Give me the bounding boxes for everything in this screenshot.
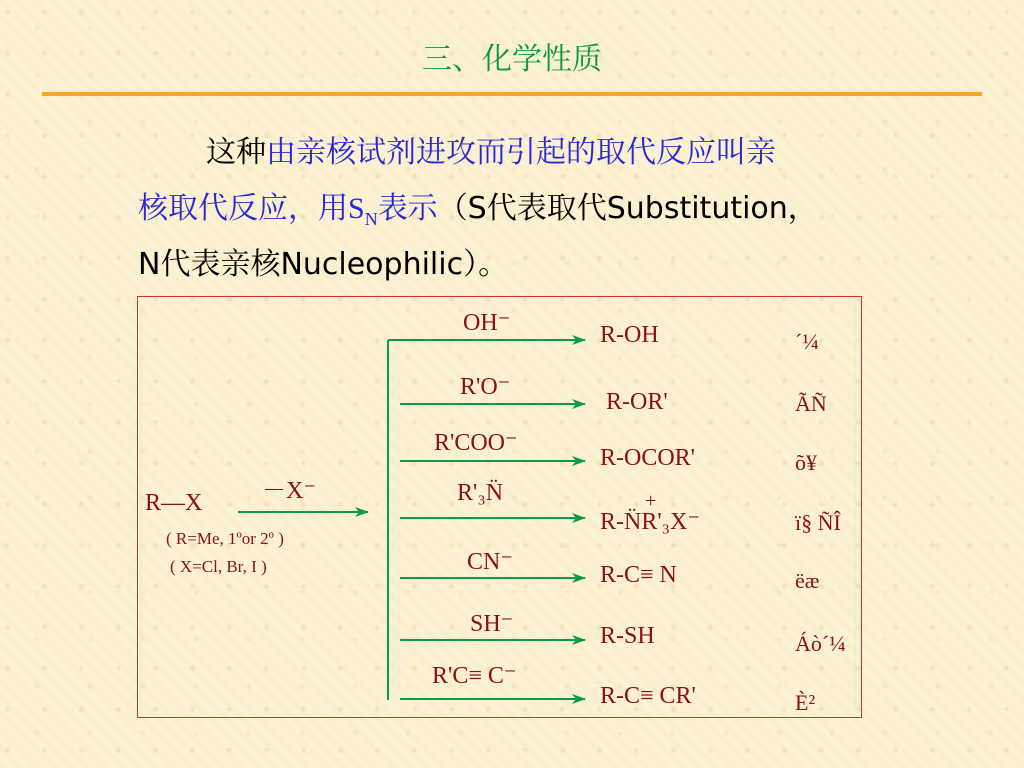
product-ammonium: R-N̈R'₃X⁻ [600, 509, 701, 535]
condition-x: ( X=Cl, Br, I ) [170, 557, 267, 576]
sn-symbol: S [348, 192, 365, 225]
reagent-alkoxide: R'O⁻ [460, 374, 511, 400]
reagent-cyanide: CN⁻ [467, 549, 514, 575]
definition-text: 由亲核试剂进攻而引起的取代反应叫亲 [266, 135, 776, 170]
product-thiol: R-SH [600, 623, 655, 649]
product-nitrile: R-C≡ N [600, 562, 677, 588]
note-ester: õ¥ [795, 450, 817, 475]
substitution-explain: （S代表取代Substitution， [437, 191, 818, 226]
substrate-label: R—X [145, 490, 203, 516]
reagent-carboxylate: R'COO⁻ [434, 430, 518, 456]
note-alcohol: ´¼ [795, 329, 819, 354]
reagent-oh: OH⁻ [463, 310, 511, 336]
reagent-hydrosulfide: SH⁻ [470, 611, 514, 637]
note-nitrile: ëæ [795, 568, 820, 593]
condition-r: ( R=Me, 1ºor 2º ) [166, 529, 284, 548]
reagent-amine: R'₃N̈ [457, 480, 504, 506]
note-ammonium: ï§ ÑÎ [795, 510, 841, 535]
note-ether: ÃÑ [795, 391, 827, 416]
note-thiol: Áò´¼ [795, 631, 846, 656]
leaving-group-label: －X⁻ [262, 478, 316, 504]
product-alcohol: R-OH [600, 322, 659, 348]
sn-subscript: N [364, 209, 378, 229]
intro-text: 这种 [206, 135, 266, 170]
product-alkyne: R-C≡ CR' [600, 683, 696, 709]
product-ether: R-OR' [606, 389, 668, 415]
definition-text-cont: 核取代反应，用 [138, 191, 348, 226]
product-ester: R-OCOR' [600, 445, 696, 471]
nucleophilic-explain: N代表亲核Nucleophilic）。 [138, 247, 509, 282]
reagent-acetylide: R'C≡ C⁻ [432, 663, 517, 689]
plus-charge: + [645, 490, 657, 512]
page-title: 三、化学性质 [422, 42, 602, 77]
represent-text: 表示 [377, 191, 438, 226]
note-alkyne: È² [795, 690, 816, 715]
